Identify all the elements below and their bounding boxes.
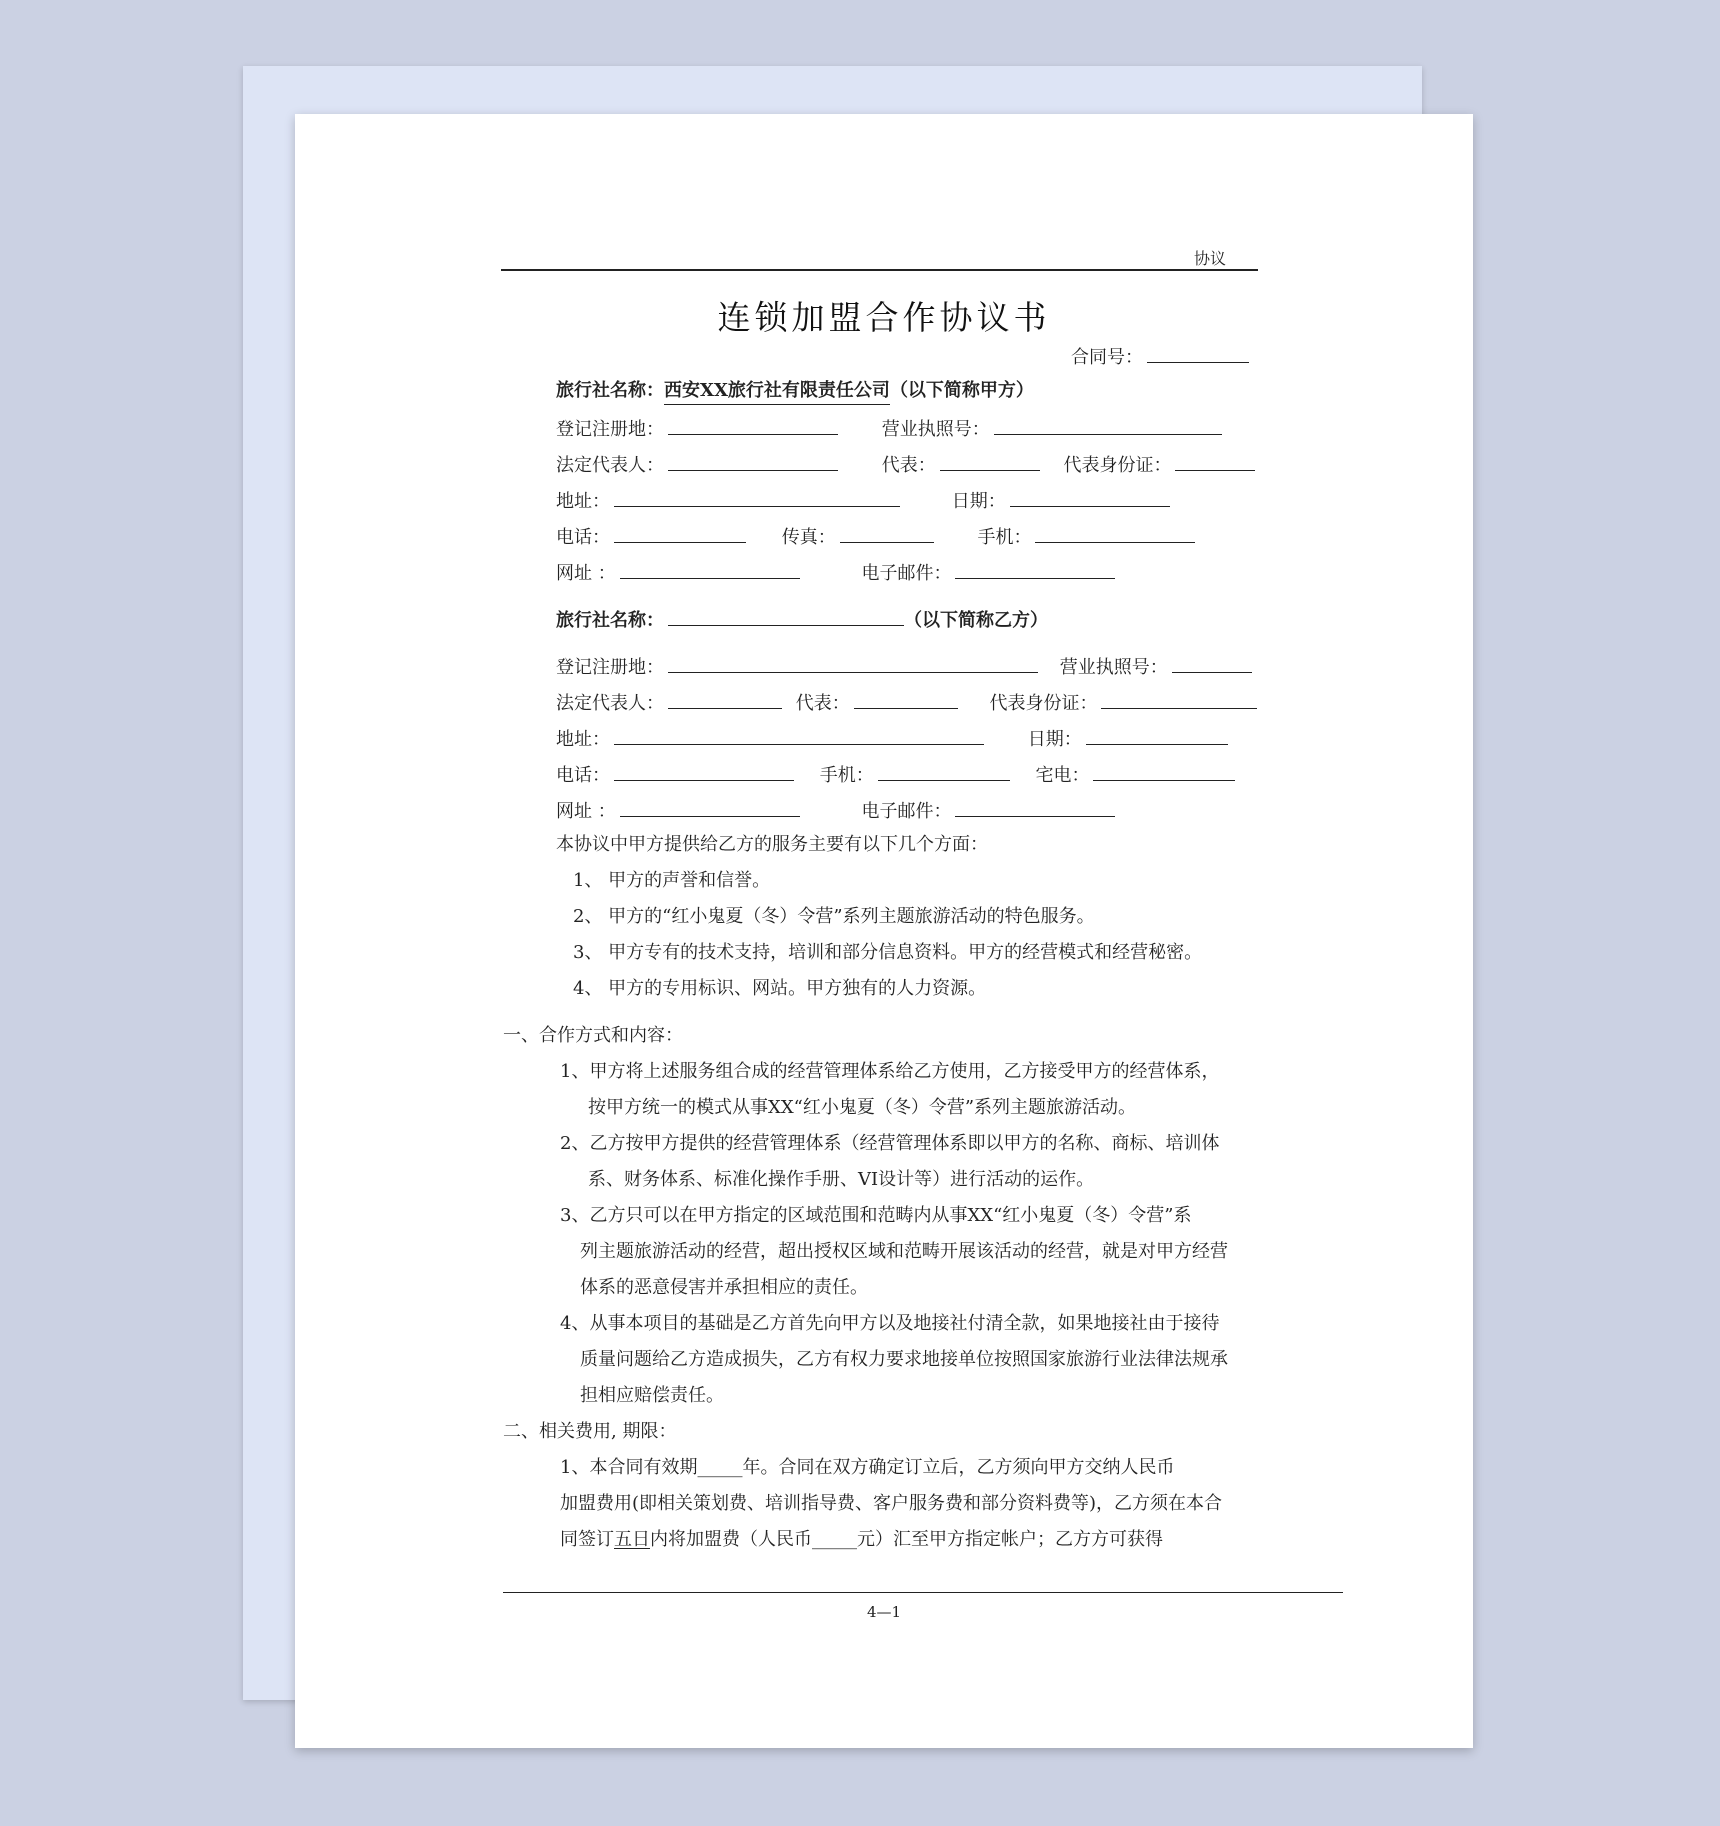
party-a-legal-row: 法定代表人： 代表： 代表身份证： [556,450,1255,479]
section1-p3-line: 3、乙方只可以在甲方指定的区域范围和范畴内从事XX“红小鬼夏（冬）令营”系 [560,1205,1192,1226]
footer-rule [503,1592,1343,1593]
document-title: 连锁加盟合作协议书 [717,298,1051,337]
section1-p3-line: 列主题旅游活动的经营，超出授权区域和范畴开展该活动的经营，就是对甲方经营 [580,1241,1228,1262]
party-a-name-row: 旅行社名称：西安XX旅行社有限责任公司（以下简称甲方） [556,378,1034,405]
section1-p4-line: 4、从事本项目的基础是乙方首先向甲方以及地接社付清全款，如果地接社由于接待 [560,1313,1220,1334]
section2-line-2: 加盟费用(即相关策划费、培训指导费、客户服务费和部分资料费等)，乙方须在本合 [560,1493,1223,1514]
party-a-phone-row: 电话： 传真： 手机： [556,522,1195,551]
service-item: 1、 甲方的声誉和信誉。 [573,870,771,891]
party-a-web-row: 网址 ： 电子邮件： [556,558,1115,587]
section1-p3-line: 体系的恶意侵害并承担相应的责任。 [580,1277,868,1298]
party-b-name-blank [668,605,904,626]
section1-heading: 一、合作方式和内容： [503,1025,683,1046]
party-b-phone-row: 电话： 手机： 宅电： [556,760,1235,789]
party-b-reg-row: 登记注册地： 营业执照号： [556,652,1252,681]
party-b-web-row: 网址 ： 电子邮件： [556,796,1115,825]
party-b-addr-row: 地址： 日期： [556,724,1228,753]
party-b-legal-row: 法定代表人： 代表： 代表身份证： [556,688,1257,717]
section1-p1-line: 1、甲方将上述服务组合成的经营管理体系给乙方使用，乙方接受甲方的经营体系， [560,1061,1220,1082]
services-intro: 本协议中甲方提供给乙方的服务主要有以下几个方面： [556,834,988,855]
section2-line-3: 同签订五日内将加盟费（人民币_____元）汇至甲方指定帐户；乙方方可获得 [560,1529,1163,1550]
header-rule [501,269,1258,271]
service-item: 4、 甲方的专用标识、网站。甲方独有的人力资源。 [573,978,987,999]
party-a-name-value: 西安XX旅行社有限责任公司 [664,378,890,405]
party-a-addr-row: 地址： 日期： [556,486,1170,515]
section1-p4-line: 担相应赔偿责任。 [580,1385,724,1406]
section2-line-1: 1、本合同有效期_____年。合同在双方确定订立后，乙方须向甲方交纳人民币 [560,1457,1175,1478]
contract-no: 合同号： [1071,342,1249,371]
section1-p1-line: 按甲方统一的模式从事XX“红小鬼夏（冬）令营”系列主题旅游活动。 [588,1097,1137,1118]
contract-no-blank [1147,342,1249,363]
service-item: 2、 甲方的“红小鬼夏（冬）令营”系列主题旅游活动的特色服务。 [573,906,1095,927]
section2-heading: 二、相关费用, 期限： [503,1421,677,1442]
party-a-reg-row: 登记注册地： 营业执照号： [556,414,1222,443]
page-number: 4—1 [866,1603,902,1621]
header-label: 协议 [1193,249,1226,268]
service-item: 3、 甲方专有的技术支持，培训和部分信息资料。甲方的经营模式和经营秘密。 [573,942,1203,963]
document-page [295,114,1473,1748]
party-b-name-row: 旅行社名称： （以下简称乙方） [556,605,1048,634]
section1-p4-line: 质量问题给乙方造成损失，乙方有权力要求地接单位按照国家旅游行业法律法规承 [580,1349,1228,1370]
section1-p2-line: 2、乙方按甲方提供的经营管理体系（经营管理体系即以甲方的名称、商标、培训体 [560,1133,1220,1154]
section1-p2-line: 系、财务体系、标准化操作手册、VI设计等）进行活动的运作。 [588,1169,1095,1190]
